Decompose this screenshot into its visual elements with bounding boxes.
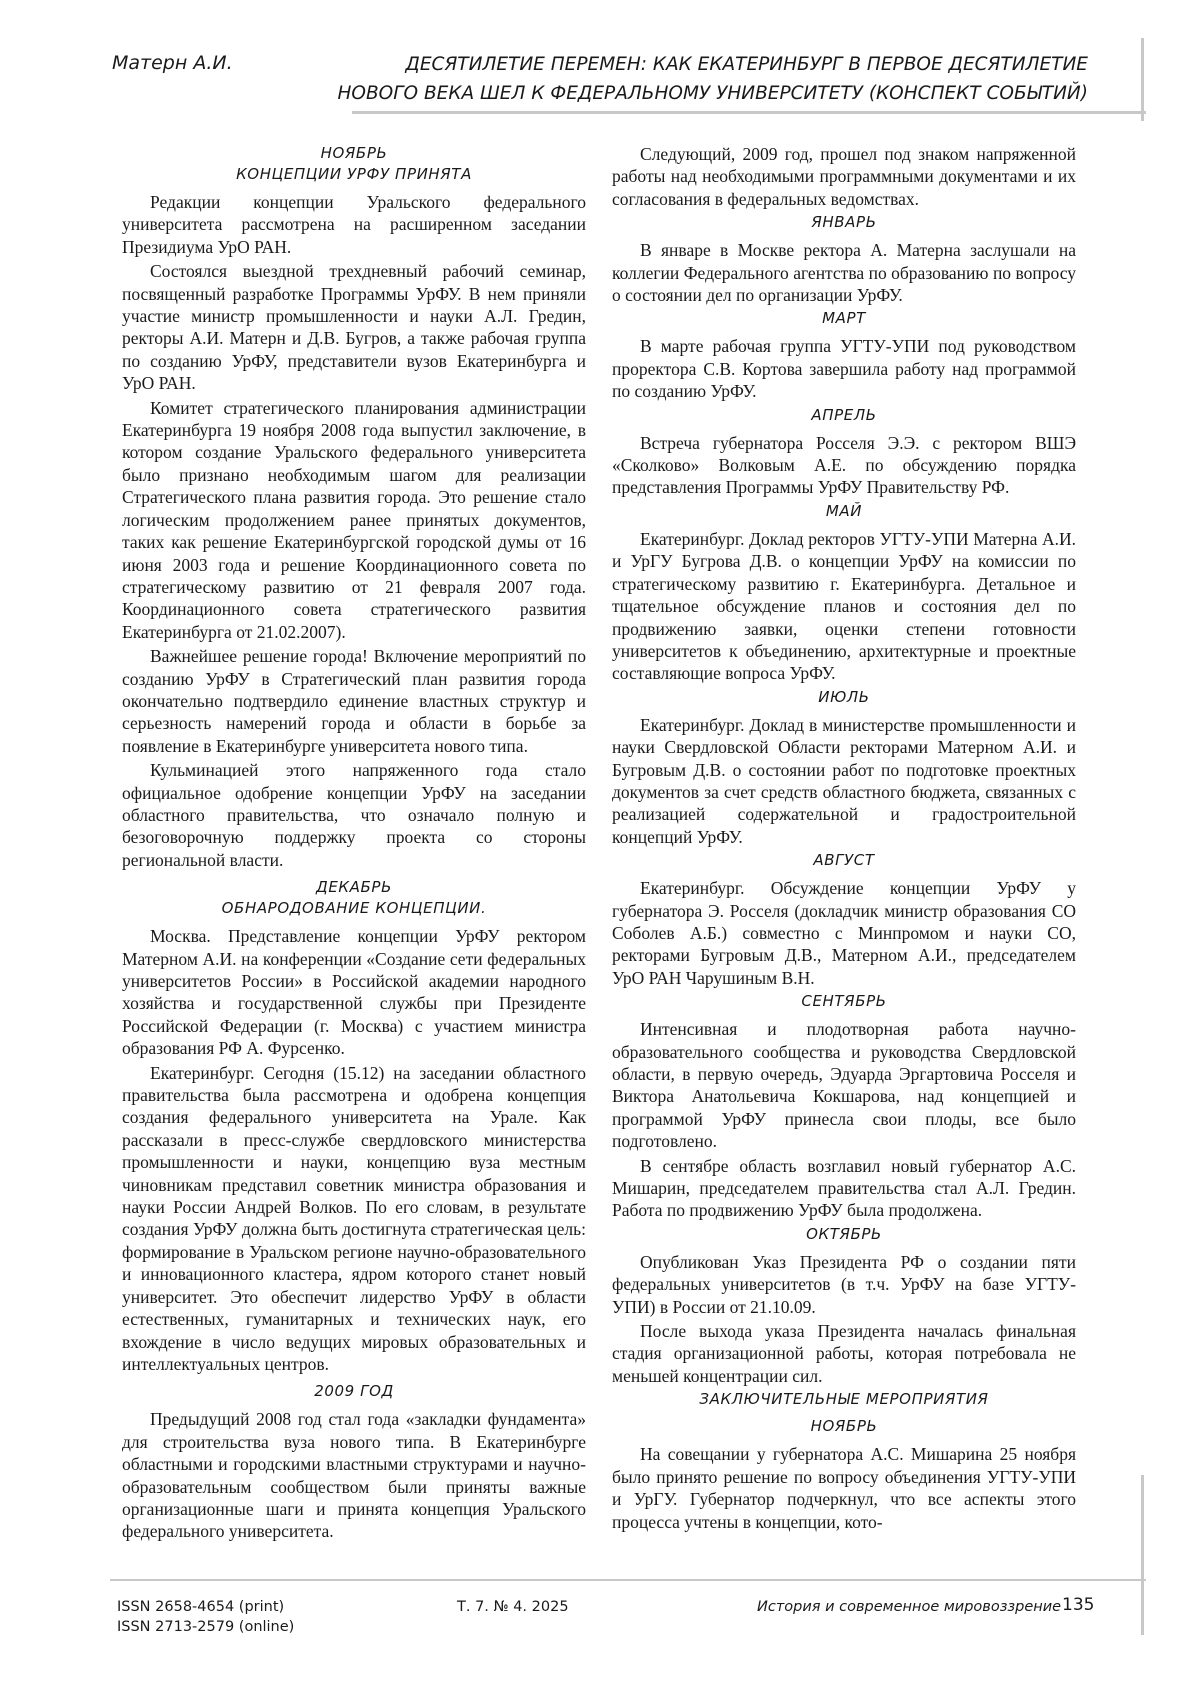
left-column — [122, 143, 586, 1546]
section-heading-november-2008 — [122, 143, 586, 185]
running-head-title-line-1: ДЕСЯТИЛЕТИЕ ПЕРЕМЕН: КАК ЕКАТЕРИНБУРГ В ПЕРВОЕ ДЕСЯТИЛЕТИЕ — [405, 54, 1088, 75]
month-heading-september: СЕНТЯБРЬ — [801, 992, 887, 1011]
issn-online: ISSN 2713-2579 (online) — [117, 1619, 295, 1635]
month-heading-august: АВГУСТ — [813, 851, 875, 870]
month-heading-october: ОКТЯБРЬ — [806, 1224, 882, 1243]
footer-volume: Т. 7. № 4. 2025 — [457, 1599, 569, 1615]
paragraph: Комитет стратегического планирования администрации Екатеринбурга 19 ноября 2008 года выпустил заключение, в котором создание Уральского федерального университета было признано необходимым шагом для реализации Стратегического плана развития города. Это решение стало логическим продолжением ранее принятых документов, таких как решение Екатеринбургской городской думы от 16 июня 2003 года и решение Координационного совета по стратегическому развитию от 21 февраля 2007 года. Координационного совета стратегического развития Екатеринбурга от 21.02.2007). — [122, 397, 586, 642]
paragraph: В январе в Москве ректора А. Матерна заслушали на коллегии Федерального агентства по образованию по вопросу о состоянии дел по организации УрФУ. — [612, 240, 1076, 306]
paragraph: Кульминацией этого напряженного года стало официальное одобрение концепции УрФУ на заседании областного правительства, что означало полную и безоговорочную поддержку проекта со стороны региональной власти. — [122, 760, 586, 870]
footer-vertical-rule — [1141, 1475, 1144, 1635]
paragraph: Опубликован Указ Президента РФ о создании пяти федеральных университетов (в т.ч. УрФУ на базе УГТУ-УПИ) в России от 21.10.09. — [612, 1251, 1076, 1317]
paragraph: После выхода указа Президента началась финальная стадия организационной работы, которая потребовала не меньшей концентрации сил. — [612, 1321, 1076, 1386]
header-horizontal-rule — [352, 111, 1146, 114]
month-heading-january: ЯНВАРЬ — [811, 213, 877, 232]
section-title: ОБНАРОДОВАНИЕ КОНЦЕПЦИИ. — [221, 899, 487, 918]
section-title: КОНЦЕПЦИИ УРФУ ПРИНЯТА — [236, 165, 472, 183]
footer-horizontal-rule — [110, 1579, 1146, 1581]
paragraph: Екатеринбург. Сегодня (15.12) на заседании областного правительства была рассмотрена и одобрена концепция создания федерального университета на Урале. Как рассказали в пресс-службе свердловского министерства промышленности и науки, концепцию вуза местным чиновникам представил советник министра образования и науки России Андрей Волков. По его словам, в результате создания УрФУ должна быть достигнута стратегическая цель: формирование в Уральском регионе научно-образовательного и инновационного кластера, ядром которого станет новый университет. Это обеспечит лидерство УрФУ в области естественных, гуманитарных и технических наук, его вхождение в число ведущих мировых образовательных и интеллектуальных центров. — [122, 1062, 586, 1374]
paragraph: Екатеринбург. Обсуждение концепции УрФУ у губернатора Э. Росселя (докладчик министр образования СО Соболев А.Б.) совместно с Минпромом и науки СО, ректорами Бугровым Д.В., Матерном А.И., председателем УрО РАН Чарушиным В.Н. — [612, 878, 1076, 988]
section-month: ДЕКАБРЬ — [316, 878, 392, 897]
paragraph: Екатеринбург. Доклад ректоров УГТУ-УПИ Матерна А.И. и УрГУ Бугрова Д.В. о концепции УрФУ на комиссии по стратегическому развитию г. Екатеринбурга. Детальное и тщательное обсуждение планов и состояния дел по продвижению заявки, оценки степени готовности университетов к объединению, архитектурные и проектные составляющие вопроса УрФУ. — [612, 528, 1076, 684]
month-heading-april: АПРЕЛЬ — [811, 405, 877, 424]
paragraph: Важнейшее решение города! Включение мероприятий по созданию УрФУ в Стратегический план развития города окончательно подтвердило единение властных структур и серьезность намерений города и области в борьбе за появление в Екатеринбурге университета нового типа. — [122, 646, 586, 756]
section-heading-final-events: ЗАКЛЮЧИТЕЛЬНЫЕ МЕРОПРИЯТИЯ — [699, 1390, 989, 1409]
month-heading-november: НОЯБРЬ — [810, 1417, 878, 1436]
paragraph: Следующий, 2009 год, прошел под знаком напряженной работы над необходимыми программными документами и их согласования в федеральных ведомствах. — [612, 144, 1076, 209]
paragraph: Екатеринбург. Доклад в министерстве промышленности и науки Свердловской Области ректорами Матерном А.И. и Бугровым Д.В. о состоянии работ по подготовке проектных документов за счет средств областного бюджета, связанных с реализацией содержательной и градостроительной концепций УрФУ. — [612, 714, 1076, 847]
issn-print: ISSN 2658-4654 (print) — [117, 1599, 285, 1615]
paragraph: Москва. Представление концепции УрФУ ректором Матерном А.И. на конференции «Создание сети федеральных университетов России» в Российской академии народного хозяйства и государственной службы при Президенте Российской Федерации (г. Москва) с участием министра образования РФ А. Фурсенко. — [122, 926, 586, 1059]
month-heading-march: МАРТ — [822, 309, 866, 328]
page-number: 135 — [1062, 1595, 1095, 1615]
paragraph: Редакции концепции Уральского федерального университета рассмотрена на расширенном заседании Президиума УрО РАН. — [122, 192, 586, 257]
paragraph: Встреча губернатора Росселя Э.Э. с ректором ВШЭ «Сколково» Волковым А.Е. по обсуждению порядка представления Программы УрФУ Правительству РФ. — [612, 432, 1076, 498]
month-heading-july: ИЮЛЬ — [818, 687, 870, 706]
footer-journal-title: История и современное мировоззрение — [757, 1599, 1062, 1615]
section-month: НОЯБРЬ — [320, 144, 388, 162]
paragraph: В сентябре область возглавил новый губернатор А.С. Мишарин, председателем правительства стал А.Л. Гредин. Работа по продвижению УрФУ была продолжена. — [612, 1155, 1076, 1221]
running-head-title — [308, 50, 1088, 108]
right-column — [612, 143, 1076, 1546]
header-vertical-rule — [1141, 38, 1144, 121]
paragraph: На совещании у губернатора А.С. Мишарина 25 ноября было принято решение по вопросу объединения УГТУ-УПИ и УрГУ. Губернатор подчеркнул, что все аспекты этого процесса учтены в концепции, кото- — [612, 1444, 1076, 1532]
section-heading-2009: 2009 ГОД — [314, 1382, 394, 1401]
running-head-title-line-2: НОВОГО ВЕКА ШЕЛ К ФЕДЕРАЛЬНОМУ УНИВЕРСИТЕТУ (КОНСПЕКТ СОБЫТИЙ) — [337, 83, 1088, 104]
section-heading-december-2008 — [122, 877, 586, 919]
paragraph: В марте рабочая группа УГТУ-УПИ под руководством проректора С.В. Кортова завершила работу над программой по созданию УрФУ. — [612, 336, 1076, 402]
footer-issn — [117, 1597, 294, 1637]
paragraph: Интенсивная и плодотворная работа научно-образовательного сообщества и руководства Свердловской области, в первую очередь, Эдуарда Эргартовича Росселя и Виктора Анатольевича Кокшарова, над концепцией и программой УрФУ принесла свои плоды, все было подготовлено. — [612, 1019, 1076, 1152]
paragraph: Предыдущий 2008 год стал года «закладки фундамента» для строительства вуза нового типа. В Екатеринбурге областными и городскими властными структурами и научно-образовательным сообществом были приняты важные организационные шаги и принята концепция Уральского федерального университета. — [122, 1409, 586, 1542]
paragraph: Состоялся выездной трехдневный рабочий семинар, посвященный разработке Программы УрФУ. В нем приняли участие министр промышленности и науки А.Л. Гредин, ректоры А.И. Матерн и Д.В. Бугров, а также рабочая группа по созданию УрФУ, представители вузов Екатеринбурга и УрО РАН. — [122, 261, 586, 394]
month-heading-may: МАЙ — [825, 501, 863, 520]
running-head-author: Матерн А.И. — [112, 52, 233, 74]
